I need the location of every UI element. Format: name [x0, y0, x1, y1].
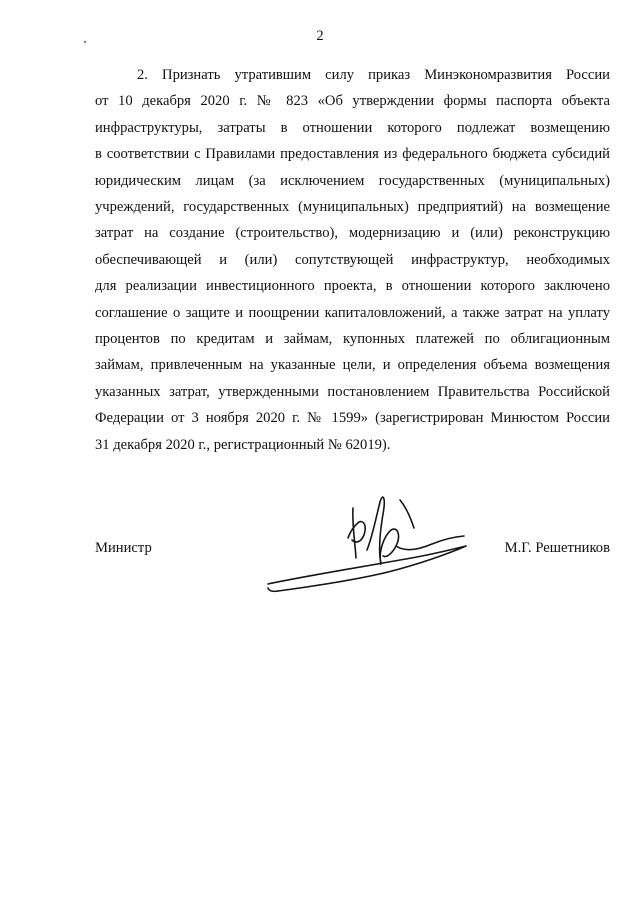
paragraph-line: инфраструктуры, затраты в отношении которого подлежат возмещению: [95, 119, 610, 136]
signature-block: [0, 480, 640, 600]
paragraph-line: затрат на создание (строительство), модернизацию и (или) реконструкцию: [95, 225, 610, 242]
paragraph-line: обеспечивающей и (или) сопутствующей инфраструктур, необходимых: [95, 251, 610, 268]
paragraph-line: процентов по кредитам и займам, купонных платежей по облигационным: [95, 331, 610, 348]
paragraph-line: юридическим лицам (за исключением государственных (муниципальных): [95, 172, 610, 189]
paragraph-line: займам, привлеченным на указанные цели, и определения объема возмещения: [95, 357, 610, 374]
paragraph-line: для реализации инвестиционного проекта, в отношении которого заключено: [95, 278, 610, 295]
paragraph-line: учреждений, государственных (муниципальных) предприятий) на возмещение: [95, 199, 610, 216]
signer-name: М.Г. Решетников: [504, 540, 610, 556]
paragraph-line: указанных затрат, утвержденными постановлением Правительства Российской: [95, 383, 610, 400]
item-2-paragraph: [95, 62, 610, 458]
paragraph-line: от 10 декабря 2020 г. № 823 «Об утверждении формы паспорта объекта: [95, 93, 610, 110]
handwritten-signature: [260, 480, 480, 595]
paragraph-line: 31 декабря 2020 г., регистрационный № 62019).: [95, 436, 391, 453]
paragraph-line: соглашение о защите и поощрении капиталовложений, а также затрат на уплату: [95, 304, 610, 321]
page-number: 2: [316, 28, 324, 44]
paragraph-line: в соответствии с Правилами предоставления из федерального бюджета субсидий: [95, 146, 610, 163]
paragraph-line: 2. Признать утратившим силу приказ Минэкономразвития России: [137, 67, 610, 83]
paragraph-line: Федерации от 3 ноября 2020 г. № 1599» (зарегистрирован Минюстом России: [95, 410, 610, 427]
signer-title: Министр: [95, 540, 152, 556]
